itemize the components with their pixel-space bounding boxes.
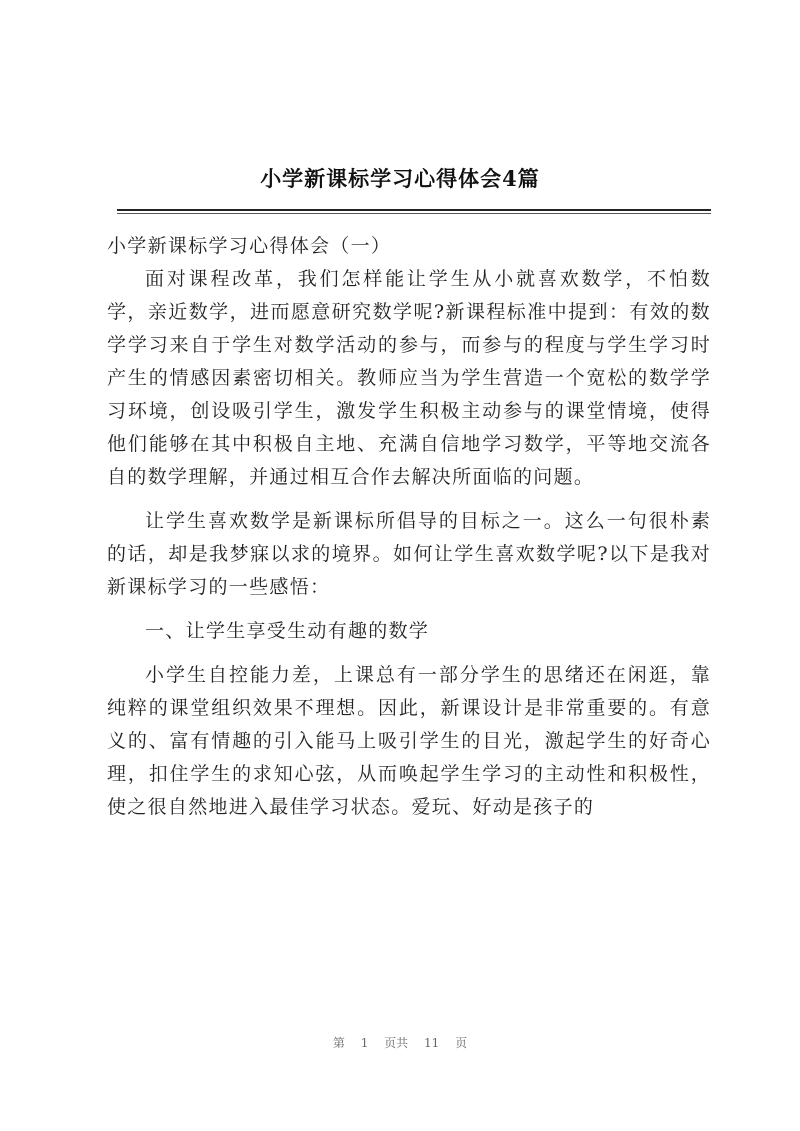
title-rule-thick	[117, 209, 711, 211]
title-rule-thin	[117, 213, 711, 214]
document-title: 小学新课标学习心得体会4篇	[260, 166, 540, 191]
page-footer	[0, 1034, 800, 1051]
paragraph-1: 面对课程改革，我们怎样能让学生从小就喜欢数学，不怕数学，亲近数学，进而愿意研究数学呢?新课程标准中提到：有效的数学学习来自于学生对数学活动的参与，而参与的程度与学生学习时产生的情感因素密切相关。教师应当为学生营造一个宽松的数学学习环境，创设吸引学生，激发学生积极主动参与的课堂情境，使得他们能够在其中积极自主地、充满自信地学习数学，平等地交流各自的数学理解，并通过相互合作去解决所面临的问题。	[107, 268, 711, 488]
footer-label-of: 页共	[384, 1036, 409, 1050]
footer-current-page: 1	[360, 1036, 369, 1050]
footer-label-end: 页	[455, 1036, 468, 1050]
document-body	[107, 230, 711, 824]
footer-label-page: 第	[332, 1036, 345, 1050]
paragraph-3: 小学生自控能力差，上课总有一部分学生的思绪还在闲逛，靠纯粹的课堂组织效果不理想。因此，新课设计是非常重要的。有意义的、富有情趣的引入能马上吸引学生的目光，激起学生的好奇心理，扣住学生的求知心弦，从而唤起学生学习的主动性和积极性，使之很自然地进入最佳学习状态。爱玩、好动是孩子的	[107, 664, 711, 818]
section-heading-1: 一、让学生享受生动有趣的数学	[145, 620, 430, 642]
footer-total-pages: 11	[424, 1036, 440, 1050]
paragraph-2: 让学生喜欢数学是新课标所倡导的目标之一。这么一句很朴素的话，却是我梦寐以求的境界。如何让学生喜欢数学呢?以下是我对新课标学习的一些感悟：	[107, 510, 711, 598]
section-subtitle: 小学新课标学习心得体会（一）	[107, 235, 392, 257]
